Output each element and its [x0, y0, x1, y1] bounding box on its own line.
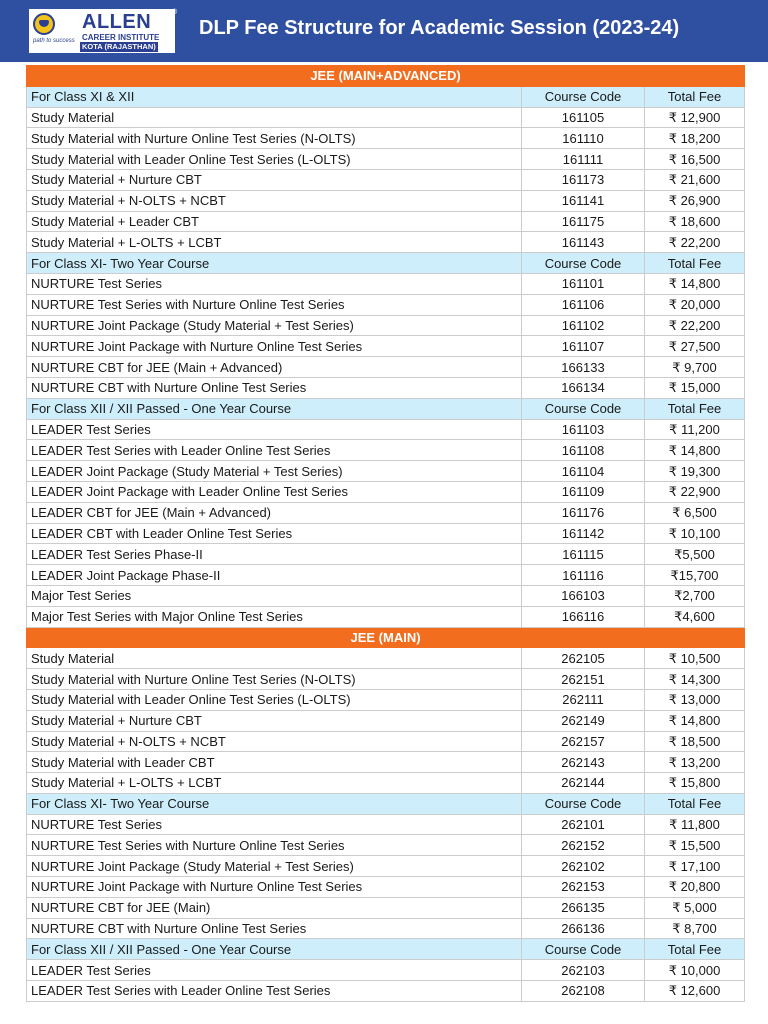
total-fee-cell: ₹ 10,000	[645, 960, 745, 981]
course-name-cell: LEADER Test Series Phase-II	[27, 544, 522, 565]
total-fee-cell: ₹ 21,600	[645, 169, 745, 190]
course-code-cell: 161142	[522, 523, 645, 544]
total-fee-cell: ₹ 12,900	[645, 107, 745, 128]
course-code-cell: Course Code	[522, 939, 645, 960]
logo-tagline: path to success	[33, 38, 75, 44]
total-fee-cell: Total Fee	[645, 86, 745, 107]
subheader-row	[27, 793, 745, 814]
course-code-cell: 262151	[522, 669, 645, 690]
section-header-row	[27, 627, 745, 648]
section-title: JEE (MAIN+ADVANCED)	[27, 66, 745, 87]
registered-mark: ®	[172, 9, 178, 16]
table-row	[27, 918, 745, 939]
table-row	[27, 585, 745, 606]
total-fee-cell: ₹ 6,500	[645, 502, 745, 523]
course-name-cell: Study Material	[27, 648, 522, 669]
course-name-cell: NURTURE Test Series with Nurture Online Test Series	[27, 294, 522, 315]
course-name-cell: NURTURE CBT with Nurture Online Test Series	[27, 377, 522, 398]
table-row	[27, 440, 745, 461]
total-fee-cell: ₹ 18,600	[645, 211, 745, 232]
table-row	[27, 814, 745, 835]
course-name-cell: NURTURE CBT for JEE (Main + Advanced)	[27, 357, 522, 378]
course-code-cell: 166103	[522, 585, 645, 606]
course-name-cell: NURTURE CBT with Nurture Online Test Series	[27, 918, 522, 939]
table-row	[27, 731, 745, 752]
course-name-cell: LEADER Test Series	[27, 960, 522, 981]
course-code-cell: 161107	[522, 336, 645, 357]
course-code-cell: 161104	[522, 461, 645, 482]
course-name-cell: Study Material + L-OLTS + LCBT	[27, 232, 522, 253]
total-fee-cell: ₹ 17,100	[645, 856, 745, 877]
table-row	[27, 856, 745, 877]
fee-table	[26, 65, 745, 1002]
table-row	[27, 544, 745, 565]
course-name-cell: For Class XI- Two Year Course	[27, 793, 522, 814]
total-fee-cell: ₹ 14,800	[645, 273, 745, 294]
table-row	[27, 689, 745, 710]
table-row	[27, 752, 745, 773]
course-code-cell: 166116	[522, 606, 645, 627]
total-fee-cell: ₹15,700	[645, 565, 745, 586]
total-fee-cell: ₹ 13,200	[645, 752, 745, 773]
course-name-cell: Study Material with Nurture Online Test Series (N-OLTS)	[27, 669, 522, 690]
course-name-cell: For Class XI & XII	[27, 86, 522, 107]
course-name-cell: NURTURE Joint Package with Nurture Online Test Series	[27, 336, 522, 357]
table-row	[27, 128, 745, 149]
course-code-cell: 161175	[522, 211, 645, 232]
course-code-cell: 266136	[522, 918, 645, 939]
table-row	[27, 419, 745, 440]
total-fee-cell: ₹ 22,200	[645, 232, 745, 253]
course-code-cell: 161106	[522, 294, 645, 315]
table-row	[27, 897, 745, 918]
course-name-cell: NURTURE CBT for JEE (Main)	[27, 897, 522, 918]
course-name-cell: Study Material + L-OLTS + LCBT	[27, 773, 522, 794]
course-name-cell: NURTURE Joint Package with Nurture Online Test Series	[27, 877, 522, 898]
course-code-cell: 166133	[522, 357, 645, 378]
total-fee-cell: ₹ 16,500	[645, 149, 745, 170]
course-code-cell: 166134	[522, 377, 645, 398]
table-row	[27, 336, 745, 357]
total-fee-cell: ₹ 14,800	[645, 710, 745, 731]
total-fee-cell: ₹ 14,800	[645, 440, 745, 461]
course-code-cell: 262101	[522, 814, 645, 835]
course-name-cell: For Class XI- Two Year Course	[27, 253, 522, 274]
course-code-cell: 161116	[522, 565, 645, 586]
emblem-icon	[33, 13, 55, 35]
course-code-cell: 161143	[522, 232, 645, 253]
course-name-cell: Study Material with Leader Online Test Series (L-OLTS)	[27, 149, 522, 170]
logo-brand: ALLEN	[82, 11, 152, 33]
table-row	[27, 107, 745, 128]
table-row	[27, 294, 745, 315]
total-fee-cell: ₹ 15,800	[645, 773, 745, 794]
course-code-cell: 161103	[522, 419, 645, 440]
total-fee-cell: ₹4,600	[645, 606, 745, 627]
subheader-row	[27, 86, 745, 107]
course-name-cell: Study Material + Leader CBT	[27, 211, 522, 232]
total-fee-cell: ₹ 12,600	[645, 981, 745, 1002]
total-fee-cell: ₹ 11,200	[645, 419, 745, 440]
table-row	[27, 377, 745, 398]
total-fee-cell: ₹ 18,200	[645, 128, 745, 149]
subheader-row	[27, 398, 745, 419]
course-code-cell: 161111	[522, 149, 645, 170]
course-code-cell: 262144	[522, 773, 645, 794]
total-fee-cell: ₹ 20,000	[645, 294, 745, 315]
course-code-cell: 262105	[522, 648, 645, 669]
course-code-cell: 161105	[522, 107, 645, 128]
course-name-cell: Study Material with Leader Online Test Series (L-OLTS)	[27, 689, 522, 710]
table-row	[27, 502, 745, 523]
table-row	[27, 710, 745, 731]
table-row	[27, 481, 745, 502]
course-name-cell: For Class XII / XII Passed - One Year Course	[27, 398, 522, 419]
course-name-cell: NURTURE Joint Package (Study Material + Test Series)	[27, 856, 522, 877]
table-row	[27, 606, 745, 627]
course-code-cell: Course Code	[522, 398, 645, 419]
total-fee-cell: ₹ 10,500	[645, 648, 745, 669]
course-code-cell: 262153	[522, 877, 645, 898]
total-fee-cell: ₹ 15,500	[645, 835, 745, 856]
total-fee-cell: ₹ 15,000	[645, 377, 745, 398]
table-row	[27, 190, 745, 211]
course-code-cell: Course Code	[522, 793, 645, 814]
course-name-cell: Study Material + N-OLTS + NCBT	[27, 731, 522, 752]
course-code-cell: 161173	[522, 169, 645, 190]
course-name-cell: LEADER Test Series with Leader Online Test Series	[27, 440, 522, 461]
total-fee-cell: ₹ 27,500	[645, 336, 745, 357]
total-fee-cell: ₹ 13,000	[645, 689, 745, 710]
total-fee-cell: ₹ 8,700	[645, 918, 745, 939]
table-row	[27, 669, 745, 690]
total-fee-cell: ₹ 5,000	[645, 897, 745, 918]
course-name-cell: Major Test Series	[27, 585, 522, 606]
subheader-row	[27, 939, 745, 960]
table-row	[27, 211, 745, 232]
logo-institute: CAREER INSTITUTE	[82, 33, 160, 42]
course-code-cell: 161110	[522, 128, 645, 149]
table-row	[27, 357, 745, 378]
total-fee-cell: Total Fee	[645, 793, 745, 814]
course-name-cell: LEADER Test Series	[27, 419, 522, 440]
total-fee-cell: ₹ 22,900	[645, 481, 745, 502]
course-name-cell: Study Material with Leader CBT	[27, 752, 522, 773]
course-code-cell: 262149	[522, 710, 645, 731]
course-name-cell: Study Material	[27, 107, 522, 128]
table-row	[27, 315, 745, 336]
course-code-cell: 161141	[522, 190, 645, 211]
total-fee-cell: ₹ 19,300	[645, 461, 745, 482]
course-name-cell: NURTURE Test Series with Nurture Online Test Series	[27, 835, 522, 856]
course-name-cell: LEADER CBT with Leader Online Test Series	[27, 523, 522, 544]
course-code-cell: 262102	[522, 856, 645, 877]
table-row	[27, 273, 745, 294]
total-fee-cell: ₹ 26,900	[645, 190, 745, 211]
section-title: JEE (MAIN)	[27, 627, 745, 648]
course-name-cell: LEADER Test Series with Leader Online Test Series	[27, 981, 522, 1002]
course-name-cell: Study Material + Nurture CBT	[27, 169, 522, 190]
course-code-cell: 266135	[522, 897, 645, 918]
course-code-cell: 161108	[522, 440, 645, 461]
total-fee-cell: ₹ 10,100	[645, 523, 745, 544]
course-name-cell: Study Material with Nurture Online Test Series (N-OLTS)	[27, 128, 522, 149]
course-code-cell: 161115	[522, 544, 645, 565]
table-row	[27, 648, 745, 669]
allen-logo	[29, 9, 178, 53]
course-code-cell: Course Code	[522, 86, 645, 107]
course-code-cell: 161176	[522, 502, 645, 523]
fee-table-body	[27, 66, 745, 1002]
course-code-cell: 161102	[522, 315, 645, 336]
table-row	[27, 523, 745, 544]
course-name-cell: NURTURE Test Series	[27, 814, 522, 835]
table-row	[27, 169, 745, 190]
course-code-cell: 262103	[522, 960, 645, 981]
total-fee-cell: ₹ 14,300	[645, 669, 745, 690]
table-row	[27, 773, 745, 794]
course-name-cell: LEADER CBT for JEE (Main + Advanced)	[27, 502, 522, 523]
course-name-cell: Major Test Series with Major Online Test Series	[27, 606, 522, 627]
total-fee-cell: ₹2,700	[645, 585, 745, 606]
course-name-cell: LEADER Joint Package (Study Material + Test Series)	[27, 461, 522, 482]
table-row	[27, 149, 745, 170]
course-code-cell: 262152	[522, 835, 645, 856]
subheader-row	[27, 253, 745, 274]
course-code-cell: 262108	[522, 981, 645, 1002]
total-fee-cell: Total Fee	[645, 253, 745, 274]
table-row	[27, 565, 745, 586]
logo-location: KOTA (RAJASTHAN)	[82, 42, 156, 51]
total-fee-cell: ₹5,500	[645, 544, 745, 565]
table-row	[27, 835, 745, 856]
course-name-cell: NURTURE Joint Package (Study Material + Test Series)	[27, 315, 522, 336]
course-code-cell: 161101	[522, 273, 645, 294]
table-row	[27, 461, 745, 482]
table-row	[27, 981, 745, 1002]
course-name-cell: For Class XII / XII Passed - One Year Course	[27, 939, 522, 960]
total-fee-cell: Total Fee	[645, 939, 745, 960]
table-row	[27, 232, 745, 253]
course-name-cell: LEADER Joint Package Phase-II	[27, 565, 522, 586]
course-code-cell: 262157	[522, 731, 645, 752]
table-row	[27, 960, 745, 981]
table-row	[27, 877, 745, 898]
course-name-cell: NURTURE Test Series	[27, 273, 522, 294]
page-header	[0, 0, 768, 62]
total-fee-cell: ₹ 11,800	[645, 814, 745, 835]
total-fee-cell: ₹ 20,800	[645, 877, 745, 898]
course-code-cell: Course Code	[522, 253, 645, 274]
section-header-row	[27, 66, 745, 87]
course-name-cell: LEADER Joint Package with Leader Online Test Series	[27, 481, 522, 502]
course-name-cell: Study Material + N-OLTS + NCBT	[27, 190, 522, 211]
course-code-cell: 262111	[522, 689, 645, 710]
total-fee-cell: Total Fee	[645, 398, 745, 419]
total-fee-cell: ₹ 22,200	[645, 315, 745, 336]
page-title: DLP Fee Structure for Academic Session (2023-24)	[199, 17, 680, 39]
course-code-cell: 262143	[522, 752, 645, 773]
course-code-cell: 161109	[522, 481, 645, 502]
total-fee-cell: ₹ 18,500	[645, 731, 745, 752]
course-name-cell: Study Material + Nurture CBT	[27, 710, 522, 731]
total-fee-cell: ₹ 9,700	[645, 357, 745, 378]
